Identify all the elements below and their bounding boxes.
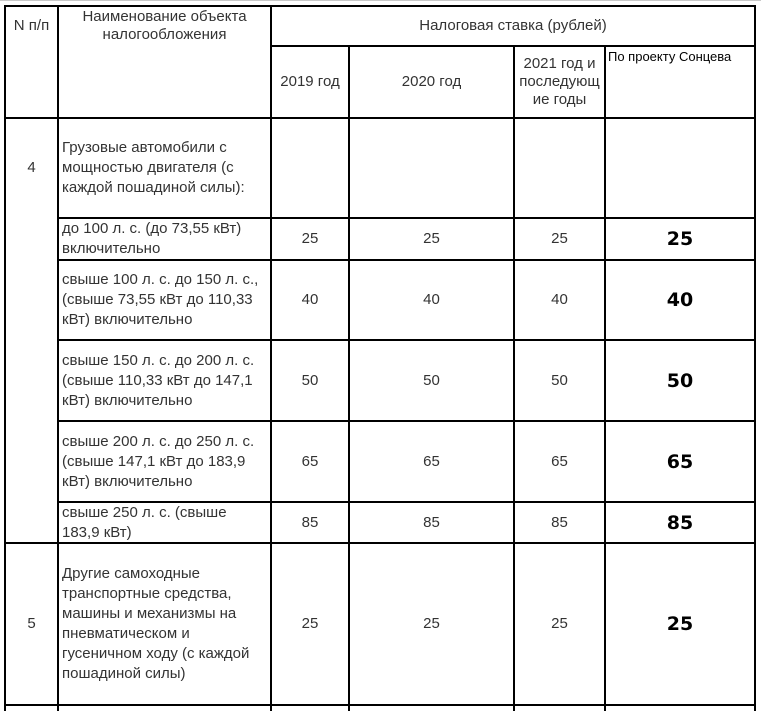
- project-rate-cell: [606, 341, 754, 420]
- header-2019-label: 2019 год: [280, 73, 340, 90]
- rate-2021-cell: [515, 503, 604, 542]
- rate-2021-cell: [515, 341, 604, 420]
- project-rate-value: 25: [666, 613, 694, 635]
- header-number-label: N п/п: [13, 17, 50, 34]
- rate-2019-cell: [272, 219, 348, 259]
- row-name: свыше 150 л. с. до 200 л. с. (свыше 110,33 кВт до 147,1 кВт) включительно: [62, 351, 255, 409]
- rate-2019-cell: [272, 261, 348, 339]
- header-project-label: По проекту Сонцева: [608, 49, 732, 64]
- row-name-cell: [59, 503, 270, 542]
- row-name-cell: [59, 119, 270, 217]
- row-number: 4: [27, 159, 36, 176]
- rate-2021-value: 50: [551, 371, 568, 389]
- rate-2021-value: 85: [551, 513, 568, 531]
- project-rate-cell: [606, 503, 754, 542]
- header-2020-cell: [350, 47, 513, 117]
- rate-2020-value: 40: [423, 291, 440, 308]
- header-rate-cell: [272, 7, 754, 45]
- rate-2021-value: 40: [551, 291, 568, 308]
- rate-2020-value: 25: [423, 615, 440, 632]
- project-rate-cell: [606, 544, 754, 704]
- project-rate-cell: [606, 219, 754, 259]
- rate-2020-value: 25: [423, 230, 440, 247]
- row-name: Грузовые автомобили с мощностью двигателя (с каждой пошадиной силы):: [62, 139, 245, 196]
- header-2021-cell: [515, 47, 604, 117]
- project-rate-value: 85: [666, 511, 694, 534]
- rate-2020-cell: [350, 544, 513, 704]
- rate-2021-cell: [515, 261, 604, 339]
- row-number-cell: [6, 544, 57, 704]
- rate-2020-value: 85: [423, 513, 440, 531]
- row-name-cell: [59, 422, 270, 501]
- project-rate-cell: [606, 261, 754, 339]
- rate-2020-cell: [350, 422, 513, 501]
- rate-2021-value: 25: [551, 615, 568, 632]
- row-name: свыше 100 л. с. до 150 л. с., (свыше 73,55 кВт до 110,33 кВт) включительно: [62, 271, 259, 328]
- rate-2021-cell: [515, 544, 604, 704]
- rate-2020-value: 50: [423, 371, 440, 389]
- rate-2020-cell: [350, 341, 513, 420]
- rate-2019-value: 65: [301, 452, 319, 470]
- rate-2019-value: 40: [301, 291, 319, 308]
- rate-2019-cell: [272, 341, 348, 420]
- rate-2021-cell: [515, 219, 604, 259]
- row-name-cell: [59, 341, 270, 420]
- rate-2019-cell: [272, 422, 348, 501]
- rate-2019-cell: [272, 544, 348, 704]
- row-name: Другие самоходные транспортные средства, машины и механизмы на пневматическом и гусеничном ходу (с каждой пошадиной силы): [62, 565, 250, 682]
- rate-2020-cell: [350, 503, 513, 542]
- grid-line: [0, 0, 761, 1]
- project-rate-value: 25: [666, 228, 694, 250]
- rate-2019-cell: [272, 503, 348, 542]
- row-number: 5: [27, 615, 36, 632]
- row-name-cell: [59, 261, 270, 339]
- rate-2019-value: 25: [301, 615, 319, 632]
- rate-2021-value: 65: [551, 452, 568, 470]
- rate-2020-value: 65: [423, 452, 440, 470]
- grid-line: [754, 5, 756, 711]
- header-name-cell: [59, 7, 270, 45]
- row-name-cell: [59, 544, 270, 704]
- project-rate-cell: [606, 422, 754, 501]
- rate-2020-cell: [350, 261, 513, 339]
- rate-2019-value: 85: [301, 513, 319, 531]
- row-number-cell: [6, 119, 57, 217]
- header-name-label: Наименование объекта налогообложения: [82, 8, 247, 43]
- row-name: до 100 л. с. (до 73,55 кВт) включительно: [62, 220, 242, 257]
- rate-2021-cell: [515, 422, 604, 501]
- rate-2020-cell: [350, 219, 513, 259]
- rate-2019-value: 25: [301, 230, 319, 247]
- row-name: свыше 250 л. с. (свыше 183,9 кВт): [62, 503, 227, 541]
- rate-2021-value: 25: [551, 230, 568, 247]
- rate-2019-value: 50: [301, 371, 319, 389]
- header-project-cell: [606, 49, 754, 117]
- project-rate-value: 40: [666, 289, 694, 311]
- header-number-cell: [6, 7, 57, 45]
- header-rate-label: Налоговая ставка (рублей): [419, 17, 607, 34]
- project-rate-value: 50: [666, 369, 694, 392]
- header-2020-label: 2020 год: [401, 73, 462, 90]
- header-2021-label: 2021 год и последующ ие годы: [519, 55, 600, 108]
- header-2019-cell: [272, 47, 348, 117]
- row-name: свыше 200 л. с. до 250 л. с. (свыше 147,1 кВт до 183,9 кВт) включительно: [62, 432, 255, 490]
- grid-line: [4, 704, 755, 706]
- project-rate-value: 65: [666, 450, 694, 473]
- row-name-cell: [59, 219, 270, 259]
